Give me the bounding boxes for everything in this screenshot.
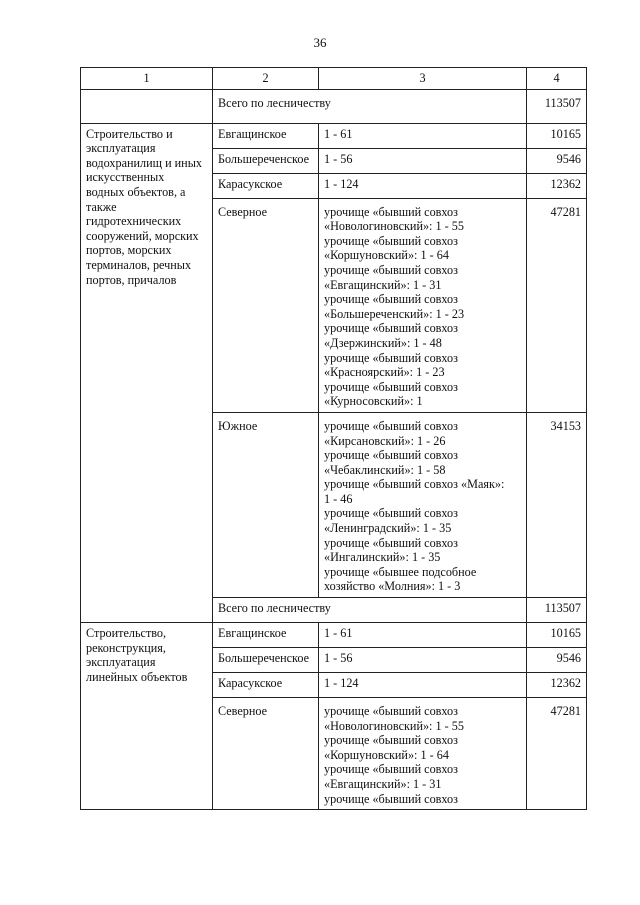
text-line: «Красноярский»: 1 - 23	[324, 365, 445, 380]
header-row	[81, 68, 587, 90]
plots-cell	[319, 648, 527, 673]
text-line: урочище «бывший совхоз	[324, 535, 458, 550]
text-line: «Евгащинский»: 1 - 31	[324, 277, 442, 292]
text-line: «Ленинградский»: 1 - 35	[324, 521, 452, 536]
forestry-cell: Большереченское	[213, 648, 319, 673]
text-line: эксплуатация	[86, 655, 156, 670]
text-line: сооружений, морских	[86, 228, 199, 243]
text-line: «Коршуновский»: 1 - 64	[324, 248, 449, 263]
page-number: 36	[313, 35, 327, 50]
text-line: реконструкция,	[86, 640, 166, 655]
area-cell: 47281	[527, 698, 587, 810]
text-line: урочище «бывший совхоз	[324, 791, 458, 806]
area-cell: 34153	[527, 412, 587, 597]
purpose-cell	[81, 123, 213, 622]
plots-cell	[319, 148, 527, 173]
text-line: урочище «бывший совхоз	[324, 292, 458, 307]
text-line: 1 - 56	[324, 151, 353, 166]
text-line: «Ингалинский»: 1 - 35	[324, 550, 441, 565]
area-cell: 12362	[527, 173, 587, 198]
text-line: «Евгащинский»: 1 - 31	[324, 777, 442, 791]
text-line: портов, причалов	[86, 272, 177, 287]
text-line: портов, морских	[86, 243, 172, 258]
text-line: урочище «бывший совхоз	[324, 733, 458, 748]
text-line: «Курносовский»: 1	[324, 394, 423, 409]
plots-cell	[319, 173, 527, 198]
text-line: урочище «бывший совхоз	[324, 506, 458, 521]
total-value: 113507	[527, 89, 587, 123]
area-cell: 10165	[527, 623, 587, 648]
text-line: «Коршуновский»: 1 - 64	[324, 747, 449, 762]
text-line: урочище «бывший совхоз	[324, 321, 458, 336]
plots-cell	[319, 623, 527, 648]
text-line: урочище «бывший совхоз «Маяк»:	[324, 477, 505, 492]
plots-cell	[319, 123, 527, 148]
plots-cell	[319, 198, 527, 412]
forestry-cell: Большереченское	[213, 148, 319, 173]
text-line: «Чебаклинский»: 1 - 58	[324, 462, 446, 477]
text-line: «Кирсановский»: 1 - 26	[324, 433, 446, 448]
text-line: урочище «бывший совхоз	[324, 418, 458, 433]
table-row	[81, 623, 587, 648]
text-line: хозяйство «Молния»: 1 - 3	[324, 579, 461, 594]
total-value: 113507	[527, 598, 587, 623]
area-cell: 9546	[527, 648, 587, 673]
forestry-cell: Евгащинское	[213, 623, 319, 648]
text-line: Строительство и	[86, 126, 173, 141]
text-line: терминалов, речных	[86, 257, 192, 272]
text-line: урочище «бывший совхоз	[324, 762, 458, 777]
forestry-cell: Карасукское	[213, 173, 319, 198]
text-line: «Новологиновский»: 1 - 55	[324, 219, 464, 234]
plots-cell	[319, 673, 527, 698]
text-line: урочище «бывший совхоз	[324, 262, 458, 277]
text-line: 1 - 46	[324, 491, 353, 506]
text-line: также	[86, 199, 117, 214]
text-line: 1 - 124	[324, 176, 359, 191]
plots-cell	[319, 698, 527, 810]
area-cell: 9546	[527, 148, 587, 173]
text-line: 1 - 124	[324, 676, 359, 691]
text-line: искусственных	[86, 170, 165, 185]
forestry-cell: Северное	[213, 198, 319, 412]
text-line: 1 - 61	[324, 626, 353, 641]
text-line: Строительство,	[86, 626, 167, 641]
text-line: эксплуатация	[86, 141, 156, 156]
text-line: «Новологиновский»: 1 - 55	[324, 718, 464, 733]
table-row	[81, 123, 587, 148]
text-line: «Большереченский»: 1 - 23	[324, 306, 465, 321]
forestry-cell: Евгащинское	[213, 123, 319, 148]
text-line: урочище «бывший совхоз	[324, 233, 458, 248]
text-line: водохранилищ и иных	[86, 155, 202, 170]
text-line: урочище «бывший совхоз	[324, 448, 458, 463]
header-cell: 3	[319, 68, 527, 90]
text-line: урочище «бывшее подсобное	[324, 564, 477, 579]
area-cell: 47281	[527, 198, 587, 412]
text-line: урочище «бывший совхоз	[324, 704, 458, 719]
total-label: Всего по лесничеству	[213, 598, 527, 623]
area-cell: 10165	[527, 123, 587, 148]
text-line: урочище «бывший совхоз	[324, 204, 458, 219]
text-line: урочище «бывший совхоз	[324, 350, 458, 365]
forestry-cell: Северное	[213, 698, 319, 810]
forestry-cell: Южное	[213, 412, 319, 597]
text-line: 1 - 56	[324, 651, 353, 666]
text-line: «Дзержинский»: 1 - 48	[324, 335, 442, 350]
plots-cell	[319, 412, 527, 597]
text-line: 1 - 61	[324, 126, 353, 141]
text-line: линейных объектов	[86, 669, 188, 684]
total-row	[81, 89, 587, 123]
area-cell: 12362	[527, 673, 587, 698]
total-label: Всего по лесничеству	[213, 89, 527, 123]
purpose-cell	[81, 623, 213, 810]
forestry-table	[80, 67, 587, 810]
header-cell: 2	[213, 68, 319, 90]
text-line: водных объектов, а	[86, 184, 186, 199]
header-cell: 1	[81, 68, 213, 90]
text-line: урочище «бывший совхоз	[324, 379, 458, 394]
forestry-cell: Карасукское	[213, 673, 319, 698]
text-line: гидротехнических	[86, 214, 182, 229]
header-cell: 4	[527, 68, 587, 90]
empty-cell	[81, 89, 213, 123]
